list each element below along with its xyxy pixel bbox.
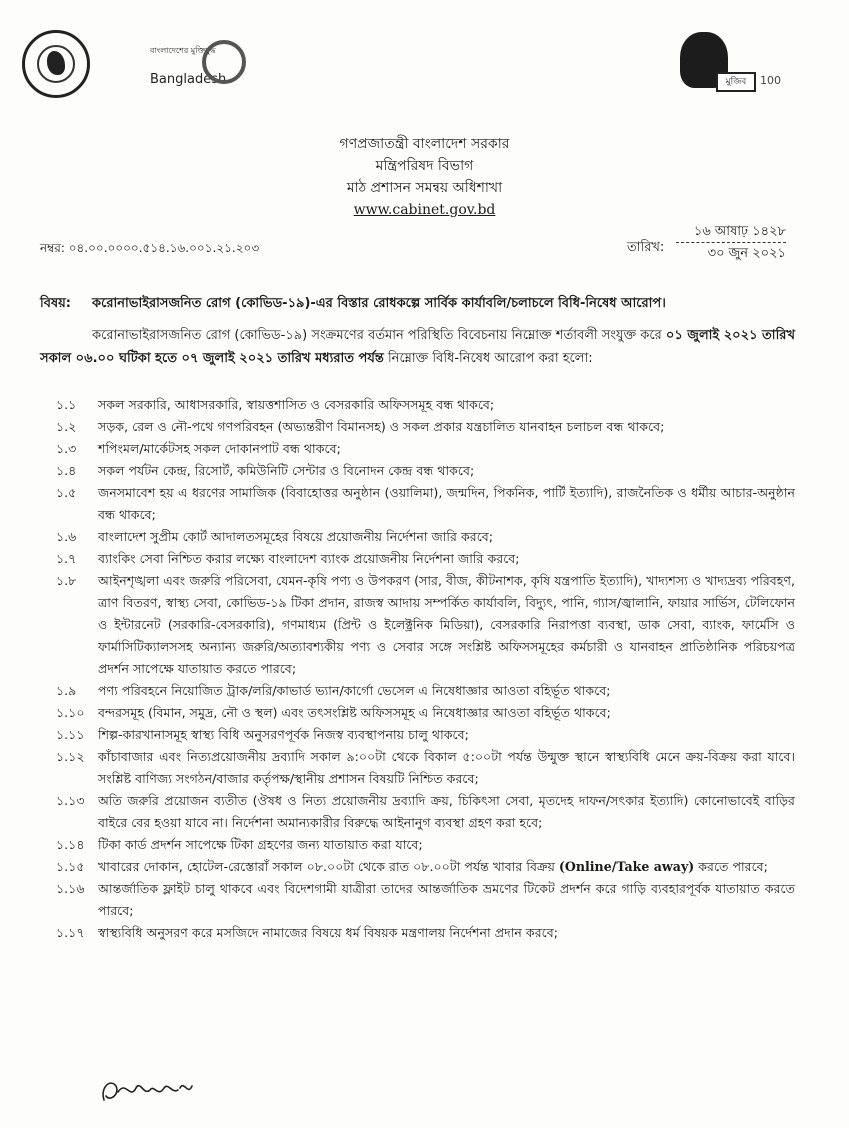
list-item [40, 724, 795, 746]
government-seal-icon [22, 30, 90, 98]
header-logos-left [22, 30, 242, 100]
bangladesh-50-logo-icon [110, 36, 240, 96]
item-number: ১.৭ [56, 551, 77, 566]
list-item [40, 790, 795, 834]
list-item [40, 416, 795, 438]
item-number: ১.১১ [56, 727, 85, 742]
list-item [40, 702, 795, 724]
item-number: ১.৫ [56, 485, 77, 500]
item-number: ১.১৫ [56, 859, 85, 874]
item-number: ১.১৩ [56, 793, 85, 808]
list-item [40, 482, 795, 526]
item-text: সকল সরকারি, আধাসরকারি, স্বায়ত্তশাসিত ও বেসরকারি অফিসসমূহ বন্ধ থাকবে; [98, 397, 495, 412]
item-text: টিকা কার্ড প্রদর্শন সাপেক্ষে টিকা গ্রহণের জন্য যাতায়াত করা যাবে; [98, 837, 423, 852]
date-block [676, 224, 786, 261]
intro-part-1: করোনাভাইরাসজনিত রোগ (কোভিড-১৯) সংক্রমণের বর্তমান পরিস্থিতি বিবেচনায় নিম্নোক্ত শর্তাবলী সংযুক্ত করে [92, 328, 666, 343]
bangladesh50-small-text: বাংলাদেশের মুক্তিযুদ্ধ [150, 46, 216, 55]
item-text: সড়ক, রেল ও নৌ-পথে গণপরিবহন (অভ্যন্তরীণ বিমানসহ) ও সকল প্রকার যন্ত্রচালিত যানবাহন চলাচল বন্ধ থাকবে; [98, 419, 665, 434]
item-number: ১.১৬ [56, 881, 85, 896]
mujib-label: মুজিব [716, 72, 756, 92]
list-item [40, 856, 795, 878]
date-bangla: ১৬ আষাঢ় ১৪২৮ [693, 224, 786, 239]
item-number: ১.৮ [56, 573, 77, 588]
list-item [40, 548, 795, 570]
item-number: ১.৩ [56, 441, 77, 456]
list-item [40, 746, 795, 790]
office-header [0, 133, 849, 221]
item-text-tail: করতে পারবে; [694, 859, 768, 874]
list-item [40, 570, 795, 680]
header-line-3: মাঠ প্রশাসন সমন্বয় অধিশাখা [346, 180, 503, 196]
item-number: ১.২ [56, 419, 77, 434]
item-text-english: (Online/Take away) [558, 859, 695, 874]
item-text: পণ্য পরিবহনে নিয়োজিত ট্রাক/লরি/কাভার্ড ভ্যান/কার্গো ভেসেল এ নিষেধাজ্ঞার আওতা বহির্ভূত থাকবে; [98, 683, 611, 698]
date-english: ৩০ জুন ২০২১ [707, 246, 786, 261]
item-number: ১.১৭ [56, 925, 85, 940]
item-text [98, 856, 795, 878]
item-number: ১.১ [56, 397, 77, 412]
item-number: ১.১৪ [56, 837, 85, 852]
intro-bold-dates: ০১ জুলাই ২০২১ তারিখ সকাল ০৬.০০ ঘটিকা হতে ০৭ জুলাই ২০২১ তারিখ মধ্যরাত পর্যন্ত [40, 328, 795, 366]
list-item [40, 460, 795, 482]
item-text: শপিংমল/মার্কেটসহ সকল দোকানপাট বন্ধ থাকবে; [98, 441, 341, 456]
subject-text: করোনাভাইরাসজনিত রোগ (কোভিড-১৯)-এর বিস্তার রোধকল্পে সার্বিক কার্যাবলি/চলাচলে বিধি-নিষেধ আরোপ। [92, 296, 666, 311]
item-text: শিল্প-কারখানাসমূহ স্বাস্থ্য বিধি অনুসরণপূর্বক নিজস্ব ব্যবস্থাপনায় চালু থাকবে; [98, 727, 469, 742]
list-item [40, 526, 795, 548]
item-text: জনসমাবেশ হয় এ ধরণের সামাজিক (বিবাহোত্তর অনুষ্ঠান (ওয়ালিমা), জন্মদিন, পিকনিক, পার্টি ইত্যাদি), রাজনৈতিক ও ধর্মীয় আচার-অনুষ্ঠান বন্ধ থাকবে; [98, 485, 795, 522]
item-text: স্বাস্থ্যবিধি অনুসরণ করে মসজিদে নামাজের বিষয়ে ধর্ম বিষয়ক মন্ত্রণালয় নির্দেশনা প্রদান করবে; [98, 925, 558, 940]
item-number: ১.৯ [56, 683, 77, 698]
list-item [40, 834, 795, 856]
header-line-2: মন্ত্রিপরিষদ বিভাগ [375, 158, 474, 174]
item-number: ১.১২ [56, 749, 85, 764]
mujib-100-text: 100 [760, 74, 781, 87]
item-text: আন্তর্জাতিক ফ্লাইট চালু থাকবে এবং বিদেশগামী যাত্রীরা তাদের আন্তর্জাতিক ভ্রমণের টিকেট প্রদর্শন করে গাড়ি ব্যবহারপূর্বক যাতায়াত করতে পারবে; [98, 881, 795, 918]
item-text: বাংলাদেশ সুপ্রীম কোর্ট আদালতসমূহের বিষয়ে প্রয়োজনীয় নির্দেশনা জারি করবে; [98, 529, 494, 544]
bangladesh50-text: Bangladesh [150, 72, 227, 87]
mujib-100-logo-icon [674, 32, 824, 102]
restrictions-list [40, 394, 795, 944]
date-label: তারিখ: [627, 240, 665, 255]
subject-label: বিষয়: [40, 296, 71, 311]
list-item [40, 680, 795, 702]
item-text: সকল পর্যটন কেন্দ্র, রিসোর্ট, কমিউনিটি সেন্টার ও বিনোদন কেন্দ্র বন্ধ থাকবে; [98, 463, 475, 478]
subject-line [40, 294, 666, 315]
list-item [40, 438, 795, 460]
item-text: আইনশৃঙ্খলা এবং জরুরি পরিসেবা, যেমন-কৃষি পণ্য ও উপকরণ (সার, বীজ, কীটনাশক, কৃষি যন্ত্রপাতি ইত্যাদি), খাদ্যশস্য ও খাদ্যদ্রব্য পরিবহণ, ত্রাণ বিতরণ, স্বাস্থ্য সেবা, কোভিড-১৯ টিকা প্রদান, রাজস্ব আদায় সম্পর্কিত কার্যাবলি, বিদ্যুৎ, পানি, গ্যাস/জ্বালানি, ফায়ার সার্ভিস, টেলিফোন ও ইন্টারনেট (সরকারি-বেসরকারি), গণমাধ্যম (প্রিন্ট ও ইলেক্ট্রনিক মিডিয়া), বেসরকারি নিরাপত্তা ব্যবস্থা, ডাক সেবা, ব্যাংক, ফার্মেসি ও ফার্মাসিটিক্যালসসহ অন্যান্য জরুরি/অত্যাবশ্যকীয় পণ্য ও সেবার সঙ্গে সংশ্লিষ্ট অফিসসমূহের কর্মচারী ও যানবাহন প্রাতিষ্ঠানিক পরিচয়পত্র প্রদর্শন সাপেক্ষে যাতায়াত করতে পারবে; [98, 573, 795, 676]
item-text: ব্যাংকিং সেবা নিশ্চিত করার লক্ষ্যে বাংলাদেশ ব্যাংক প্রয়োজনীয় নির্দেশনা জারি করবে; [98, 551, 520, 566]
list-item [40, 394, 795, 416]
item-number: ১.৪ [56, 463, 77, 478]
intro-paragraph [40, 324, 795, 370]
handwritten-signature-icon [96, 1070, 206, 1110]
date-divider [676, 242, 786, 243]
item-text-main: খাবারের দোকান, হোটেল-রেস্তোরাঁ সকাল ০৮.০০টা থেকে রাত ০৮.০০টা পর্যন্ত খাবার বিক্রয় [98, 859, 559, 874]
list-item [40, 878, 795, 922]
item-text: অতি জরুরি প্রয়োজন ব্যতীত (ঔষধ ও নিত্য প্রয়োজনীয় দ্রব্যাদি ক্রয়, চিকিৎসা সেবা, মৃতদেহ দাফন/সৎকার ইত্যাদি) কোনোভাবেই বাড়ির বাইরে বের হওয়া যাবে না। নির্দেশনা অমান্যকারীর বিরুদ্ধে আইনানুগ ব্যবস্থা গ্রহণ করা হবে; [98, 793, 795, 830]
header-line-1: গণপ্রজাতন্ত্রী বাংলাদেশ সরকার [339, 136, 510, 152]
item-number: ১.৬ [56, 529, 77, 544]
item-text: বন্দরসমূহ (বিমান, সমুদ্র, নৌ ও স্থল) এবং তৎসংশ্লিষ্ট অফিসসমূহ এ নিষেধাজ্ঞার আওতা বহির্ভূত থাকবে; [98, 705, 611, 720]
website-link[interactable]: www.cabinet.gov.bd [353, 202, 496, 218]
reference-number: নম্বর: ০৪.০০.০০০০.৫১৪.১৬.০০১.২১.২০৩ [40, 241, 260, 255]
intro-part-2: নিম্নোক্ত বিধি-নিষেধ আরোপ করা হলো: [383, 351, 593, 366]
item-text: কাঁচাবাজার এবং নিত্যপ্রয়োজনীয় দ্রব্যাদি সকাল ৯:০০টা থেকে বিকাল ৫:০০টা পর্যন্ত উন্মুক্ত স্থানে স্বাস্থ্যবিধি মেনে ক্রয়-বিক্রয় করা যাবে। সংশ্লিষ্ট বাণিজ্য সংগঠন/বাজার কর্তৃপক্ষ/স্থানীয় প্রশাসন বিষয়টি নিশ্চিত করবে; [98, 749, 795, 786]
list-item [40, 922, 795, 944]
item-number: ১.১০ [56, 705, 85, 720]
